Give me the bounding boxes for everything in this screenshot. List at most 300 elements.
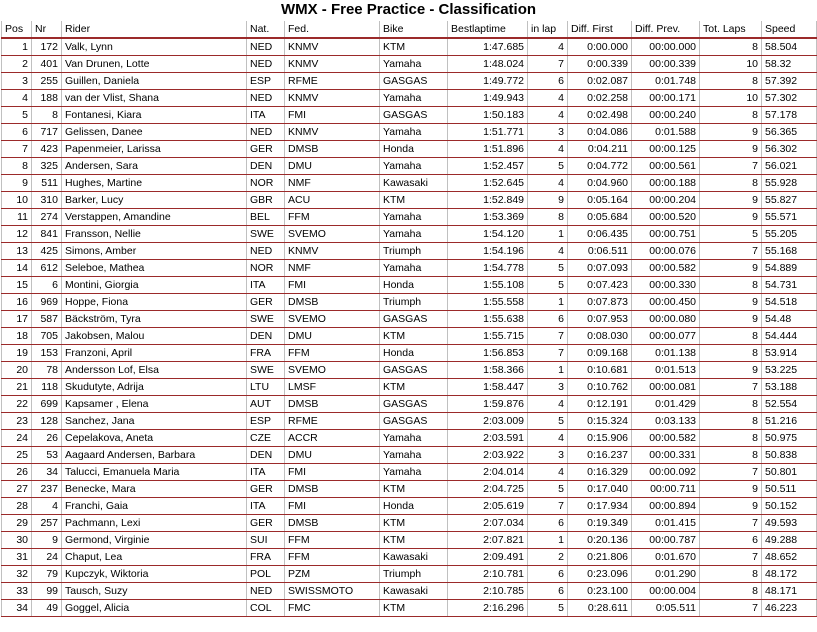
cell-tot-laps: 9 <box>700 362 762 379</box>
cell-bike: Honda <box>380 498 448 515</box>
cell-speed: 55.827 <box>762 192 817 209</box>
cell-bestlaptime: 1:51.771 <box>448 124 528 141</box>
cell-diff-prev: 0:01.290 <box>632 566 700 583</box>
cell-speed: 58.32 <box>762 56 817 73</box>
cell-speed: 50.838 <box>762 447 817 464</box>
cell-rider: Kupczyk, Wiktoria <box>62 566 247 583</box>
cell-nat: FRA <box>247 345 285 362</box>
cell-bike: KTM <box>380 379 448 396</box>
cell-bestlaptime: 1:54.196 <box>448 243 528 260</box>
cell-rider: Jakobsen, Malou <box>62 328 247 345</box>
cell-bike: GASGAS <box>380 107 448 124</box>
cell-bestlaptime: 2:05.619 <box>448 498 528 515</box>
cell-speed: 57.178 <box>762 107 817 124</box>
cell-in-lap: 5 <box>528 158 568 175</box>
table-row <box>2 413 817 430</box>
cell-rider: Papenmeier, Larissa <box>62 141 247 158</box>
cell-nr: 841 <box>32 226 62 243</box>
cell-diff-prev: 00:00.520 <box>632 209 700 226</box>
cell-fed: ACU <box>285 192 380 209</box>
cell-nat: ITA <box>247 464 285 481</box>
cell-bestlaptime: 2:07.034 <box>448 515 528 532</box>
classification-table <box>1 21 817 617</box>
cell-nat: COL <box>247 600 285 617</box>
cell-rider: Verstappen, Amandine <box>62 209 247 226</box>
table-row <box>2 226 817 243</box>
cell-pos: 33 <box>2 583 32 600</box>
cell-diff-prev: 00:00.080 <box>632 311 700 328</box>
cell-diff-first: 0:04.086 <box>568 124 632 141</box>
table-row <box>2 379 817 396</box>
cell-rider: Simons, Amber <box>62 243 247 260</box>
cell-speed: 51.216 <box>762 413 817 430</box>
cell-bike: GASGAS <box>380 73 448 90</box>
cell-speed: 55.168 <box>762 243 817 260</box>
cell-nat: CZE <box>247 430 285 447</box>
cell-fed: FMC <box>285 600 380 617</box>
cell-tot-laps: 9 <box>700 294 762 311</box>
cell-speed: 56.021 <box>762 158 817 175</box>
cell-in-lap: 3 <box>528 124 568 141</box>
cell-diff-prev: 0:01.748 <box>632 73 700 90</box>
cell-diff-first: 0:28.611 <box>568 600 632 617</box>
cell-in-lap: 5 <box>528 481 568 498</box>
cell-bike: Honda <box>380 141 448 158</box>
cell-nr: 255 <box>32 73 62 90</box>
cell-bestlaptime: 1:52.457 <box>448 158 528 175</box>
cell-tot-laps: 9 <box>700 124 762 141</box>
cell-in-lap: 6 <box>528 311 568 328</box>
table-row <box>2 396 817 413</box>
cell-fed: FMI <box>285 464 380 481</box>
cell-nr: 153 <box>32 345 62 362</box>
cell-bike: KTM <box>380 600 448 617</box>
table-row <box>2 328 817 345</box>
cell-pos: 31 <box>2 549 32 566</box>
cell-nr: 172 <box>32 38 62 56</box>
table-row <box>2 158 817 175</box>
cell-diff-first: 0:02.087 <box>568 73 632 90</box>
cell-tot-laps: 9 <box>700 260 762 277</box>
cell-rider: Franzoni, April <box>62 345 247 362</box>
cell-in-lap: 5 <box>528 277 568 294</box>
column-header-speed: Speed <box>762 21 817 38</box>
cell-tot-laps: 8 <box>700 396 762 413</box>
cell-diff-first: 0:07.953 <box>568 311 632 328</box>
cell-bestlaptime: 1:54.778 <box>448 260 528 277</box>
cell-fed: SVEMO <box>285 362 380 379</box>
cell-bike: KTM <box>380 38 448 56</box>
cell-bike: Yamaha <box>380 56 448 73</box>
cell-tot-laps: 8 <box>700 175 762 192</box>
cell-nat: NED <box>247 90 285 107</box>
cell-diff-prev: 00:00.339 <box>632 56 700 73</box>
cell-rider: Andersen, Sara <box>62 158 247 175</box>
cell-rider: Fransson, Nellie <box>62 226 247 243</box>
table-row <box>2 430 817 447</box>
cell-rider: Kapsamer , Elena <box>62 396 247 413</box>
cell-diff-prev: 0:01.138 <box>632 345 700 362</box>
cell-pos: 13 <box>2 243 32 260</box>
cell-bike: GASGAS <box>380 362 448 379</box>
cell-nat: AUT <box>247 396 285 413</box>
cell-bestlaptime: 2:16.296 <box>448 600 528 617</box>
cell-nr: 8 <box>32 107 62 124</box>
cell-diff-prev: 00:00.081 <box>632 379 700 396</box>
cell-speed: 54.518 <box>762 294 817 311</box>
cell-tot-laps: 9 <box>700 311 762 328</box>
cell-bestlaptime: 1:58.447 <box>448 379 528 396</box>
cell-bestlaptime: 1:49.943 <box>448 90 528 107</box>
cell-nat: SWE <box>247 226 285 243</box>
cell-speed: 54.444 <box>762 328 817 345</box>
cell-nat: SWE <box>247 362 285 379</box>
cell-fed: KNMV <box>285 56 380 73</box>
cell-speed: 54.731 <box>762 277 817 294</box>
cell-nr: 237 <box>32 481 62 498</box>
cell-diff-prev: 0:01.513 <box>632 362 700 379</box>
cell-diff-prev: 0:01.429 <box>632 396 700 413</box>
cell-bike: Yamaha <box>380 260 448 277</box>
cell-bestlaptime: 1:51.896 <box>448 141 528 158</box>
cell-diff-prev: 0:03.133 <box>632 413 700 430</box>
cell-bike: Kawasaki <box>380 175 448 192</box>
cell-diff-first: 0:20.136 <box>568 532 632 549</box>
cell-diff-prev: 00:00.331 <box>632 447 700 464</box>
cell-rider: Benecke, Mara <box>62 481 247 498</box>
cell-nr: 24 <box>32 549 62 566</box>
cell-rider: Skudutyte, Adrija <box>62 379 247 396</box>
cell-nr: 49 <box>32 600 62 617</box>
cell-nat: DEN <box>247 158 285 175</box>
cell-tot-laps: 7 <box>700 600 762 617</box>
cell-speed: 49.288 <box>762 532 817 549</box>
cell-in-lap: 4 <box>528 464 568 481</box>
cell-nat: POL <box>247 566 285 583</box>
cell-diff-first: 0:12.191 <box>568 396 632 413</box>
cell-rider: Talucci, Emanuela Maria <box>62 464 247 481</box>
cell-bestlaptime: 1:59.876 <box>448 396 528 413</box>
cell-fed: DMSB <box>285 294 380 311</box>
cell-fed: KNMV <box>285 38 380 56</box>
cell-diff-first: 0:23.096 <box>568 566 632 583</box>
cell-bestlaptime: 2:09.491 <box>448 549 528 566</box>
cell-bike: Kawasaki <box>380 583 448 600</box>
cell-pos: 2 <box>2 56 32 73</box>
cell-speed: 58.504 <box>762 38 817 56</box>
cell-tot-laps: 6 <box>700 532 762 549</box>
cell-speed: 53.914 <box>762 345 817 362</box>
cell-tot-laps: 7 <box>700 243 762 260</box>
cell-diff-first: 0:10.681 <box>568 362 632 379</box>
cell-diff-prev: 00:00.125 <box>632 141 700 158</box>
cell-nat: NOR <box>247 260 285 277</box>
cell-diff-prev: 00:00.450 <box>632 294 700 311</box>
cell-nr: 423 <box>32 141 62 158</box>
cell-bestlaptime: 1:50.183 <box>448 107 528 124</box>
cell-diff-first: 0:17.934 <box>568 498 632 515</box>
cell-nr: 717 <box>32 124 62 141</box>
cell-diff-prev: 00:00.240 <box>632 107 700 124</box>
cell-pos: 28 <box>2 498 32 515</box>
cell-tot-laps: 8 <box>700 430 762 447</box>
cell-bike: GASGAS <box>380 396 448 413</box>
cell-in-lap: 4 <box>528 430 568 447</box>
cell-nat: GER <box>247 141 285 158</box>
cell-fed: SVEMO <box>285 311 380 328</box>
cell-bestlaptime: 2:03.009 <box>448 413 528 430</box>
cell-tot-laps: 8 <box>700 107 762 124</box>
cell-in-lap: 1 <box>528 294 568 311</box>
cell-in-lap: 4 <box>528 243 568 260</box>
cell-tot-laps: 8 <box>700 413 762 430</box>
cell-fed: KNMV <box>285 124 380 141</box>
cell-fed: DMU <box>285 447 380 464</box>
cell-in-lap: 8 <box>528 209 568 226</box>
cell-bike: GASGAS <box>380 413 448 430</box>
cell-bike: KTM <box>380 192 448 209</box>
cell-pos: 6 <box>2 124 32 141</box>
cell-in-lap: 1 <box>528 532 568 549</box>
cell-diff-first: 0:08.030 <box>568 328 632 345</box>
cell-pos: 25 <box>2 447 32 464</box>
cell-rider: Hughes, Martine <box>62 175 247 192</box>
cell-rider: Barker, Lucy <box>62 192 247 209</box>
cell-diff-prev: 00:00.582 <box>632 260 700 277</box>
cell-pos: 12 <box>2 226 32 243</box>
cell-rider: Gelissen, Danee <box>62 124 247 141</box>
cell-bike: Yamaha <box>380 158 448 175</box>
cell-tot-laps: 10 <box>700 56 762 73</box>
cell-bestlaptime: 1:48.024 <box>448 56 528 73</box>
cell-diff-prev: 00:00.561 <box>632 158 700 175</box>
cell-nat: LTU <box>247 379 285 396</box>
cell-in-lap: 2 <box>528 549 568 566</box>
cell-diff-first: 0:23.100 <box>568 583 632 600</box>
cell-pos: 24 <box>2 430 32 447</box>
cell-fed: DMSB <box>285 481 380 498</box>
cell-pos: 1 <box>2 38 32 56</box>
cell-pos: 26 <box>2 464 32 481</box>
cell-pos: 11 <box>2 209 32 226</box>
table-row <box>2 447 817 464</box>
table-row <box>2 175 817 192</box>
cell-pos: 21 <box>2 379 32 396</box>
cell-fed: DMU <box>285 328 380 345</box>
cell-in-lap: 6 <box>528 515 568 532</box>
cell-rider: van der Vlist, Shana <box>62 90 247 107</box>
column-header-nr: Nr <box>32 21 62 38</box>
cell-diff-first: 0:19.349 <box>568 515 632 532</box>
cell-speed: 54.889 <box>762 260 817 277</box>
cell-bestlaptime: 2:03.591 <box>448 430 528 447</box>
cell-rider: Aagaard Andersen, Barbara <box>62 447 247 464</box>
table-row <box>2 260 817 277</box>
cell-diff-prev: 00:00.077 <box>632 328 700 345</box>
cell-tot-laps: 5 <box>700 226 762 243</box>
cell-speed: 49.593 <box>762 515 817 532</box>
cell-tot-laps: 9 <box>700 192 762 209</box>
cell-bike: Yamaha <box>380 209 448 226</box>
cell-bestlaptime: 1:56.853 <box>448 345 528 362</box>
cell-pos: 15 <box>2 277 32 294</box>
cell-speed: 55.205 <box>762 226 817 243</box>
cell-nr: 26 <box>32 430 62 447</box>
cell-rider: Goggel, Alicia <box>62 600 247 617</box>
cell-in-lap: 5 <box>528 413 568 430</box>
cell-bike: Yamaha <box>380 124 448 141</box>
cell-bike: Yamaha <box>380 430 448 447</box>
cell-bike: GASGAS <box>380 311 448 328</box>
cell-pos: 17 <box>2 311 32 328</box>
cell-in-lap: 4 <box>528 90 568 107</box>
cell-nr: 401 <box>32 56 62 73</box>
cell-nat: ESP <box>247 413 285 430</box>
cell-nat: NED <box>247 56 285 73</box>
cell-fed: FFM <box>285 532 380 549</box>
cell-nat: ITA <box>247 498 285 515</box>
cell-in-lap: 5 <box>528 600 568 617</box>
cell-in-lap: 5 <box>528 260 568 277</box>
cell-bike: Yamaha <box>380 464 448 481</box>
cell-speed: 50.975 <box>762 430 817 447</box>
cell-in-lap: 4 <box>528 175 568 192</box>
table-row <box>2 209 817 226</box>
cell-nat: NOR <box>247 175 285 192</box>
table-row <box>2 56 817 73</box>
cell-diff-prev: 00:00.204 <box>632 192 700 209</box>
cell-speed: 50.511 <box>762 481 817 498</box>
column-header-in-lap: in lap <box>528 21 568 38</box>
cell-rider: Guillen, Daniela <box>62 73 247 90</box>
cell-diff-prev: 00:00.092 <box>632 464 700 481</box>
cell-diff-first: 0:07.873 <box>568 294 632 311</box>
cell-nr: 188 <box>32 90 62 107</box>
cell-pos: 10 <box>2 192 32 209</box>
cell-bike: Honda <box>380 345 448 362</box>
cell-speed: 55.571 <box>762 209 817 226</box>
column-header-bestlaptime: Bestlaptime <box>448 21 528 38</box>
cell-in-lap: 6 <box>528 583 568 600</box>
cell-nr: 274 <box>32 209 62 226</box>
cell-diff-prev: 0:01.415 <box>632 515 700 532</box>
cell-rider: Cepelakova, Aneta <box>62 430 247 447</box>
cell-diff-prev: 00:00.188 <box>632 175 700 192</box>
cell-pos: 32 <box>2 566 32 583</box>
cell-nat: ESP <box>247 73 285 90</box>
cell-bike: Triumph <box>380 294 448 311</box>
cell-bike: Yamaha <box>380 90 448 107</box>
cell-nr: 79 <box>32 566 62 583</box>
cell-bike: KTM <box>380 481 448 498</box>
cell-bike: KTM <box>380 328 448 345</box>
cell-fed: FMI <box>285 498 380 515</box>
cell-bestlaptime: 1:55.558 <box>448 294 528 311</box>
cell-pos: 29 <box>2 515 32 532</box>
cell-tot-laps: 7 <box>700 549 762 566</box>
cell-bike: Yamaha <box>380 226 448 243</box>
cell-in-lap: 4 <box>528 107 568 124</box>
cell-diff-prev: 00:00.582 <box>632 430 700 447</box>
cell-diff-first: 0:05.684 <box>568 209 632 226</box>
cell-in-lap: 6 <box>528 73 568 90</box>
cell-nat: ITA <box>247 107 285 124</box>
table-row <box>2 73 817 90</box>
cell-rider: Montini, Giorgia <box>62 277 247 294</box>
cell-nat: GER <box>247 294 285 311</box>
cell-speed: 48.652 <box>762 549 817 566</box>
cell-nr: 99 <box>32 583 62 600</box>
cell-diff-prev: 0:05.511 <box>632 600 700 617</box>
cell-nr: 511 <box>32 175 62 192</box>
table-row <box>2 583 817 600</box>
table-row <box>2 566 817 583</box>
cell-nat: NED <box>247 124 285 141</box>
cell-bestlaptime: 1:53.369 <box>448 209 528 226</box>
cell-speed: 54.48 <box>762 311 817 328</box>
cell-bike: Triumph <box>380 566 448 583</box>
cell-nr: 4 <box>32 498 62 515</box>
cell-nat: DEN <box>247 328 285 345</box>
table-body <box>2 38 817 617</box>
cell-diff-prev: 00:00.711 <box>632 481 700 498</box>
cell-fed: FFM <box>285 345 380 362</box>
cell-bestlaptime: 2:03.922 <box>448 447 528 464</box>
cell-rider: Sanchez, Jana <box>62 413 247 430</box>
cell-bestlaptime: 2:10.781 <box>448 566 528 583</box>
cell-bestlaptime: 1:47.685 <box>448 38 528 56</box>
cell-bestlaptime: 2:04.014 <box>448 464 528 481</box>
cell-fed: DMSB <box>285 515 380 532</box>
table-row <box>2 124 817 141</box>
table-row <box>2 532 817 549</box>
cell-fed: KNMV <box>285 243 380 260</box>
cell-nat: GER <box>247 515 285 532</box>
cell-pos: 22 <box>2 396 32 413</box>
cell-fed: ACCR <box>285 430 380 447</box>
cell-tot-laps: 8 <box>700 345 762 362</box>
cell-nr: 34 <box>32 464 62 481</box>
cell-nat: DEN <box>247 447 285 464</box>
cell-diff-first: 0:16.329 <box>568 464 632 481</box>
cell-pos: 8 <box>2 158 32 175</box>
cell-diff-first: 0:06.511 <box>568 243 632 260</box>
table-row <box>2 311 817 328</box>
cell-bestlaptime: 1:52.849 <box>448 192 528 209</box>
cell-tot-laps: 9 <box>700 481 762 498</box>
cell-nr: 587 <box>32 311 62 328</box>
cell-pos: 16 <box>2 294 32 311</box>
cell-fed: FFM <box>285 549 380 566</box>
cell-nr: 128 <box>32 413 62 430</box>
table-row <box>2 90 817 107</box>
cell-nr: 53 <box>32 447 62 464</box>
column-header-nat: Nat. <box>247 21 285 38</box>
cell-rider: Andersson Lof, Elsa <box>62 362 247 379</box>
table-row <box>2 345 817 362</box>
cell-diff-first: 0:00.000 <box>568 38 632 56</box>
cell-diff-prev: 0:01.670 <box>632 549 700 566</box>
cell-fed: DMSB <box>285 396 380 413</box>
cell-in-lap: 7 <box>528 345 568 362</box>
cell-diff-prev: 00:00.751 <box>632 226 700 243</box>
cell-nat: GER <box>247 481 285 498</box>
cell-fed: PZM <box>285 566 380 583</box>
cell-speed: 53.225 <box>762 362 817 379</box>
cell-speed: 48.172 <box>762 566 817 583</box>
cell-fed: RFME <box>285 73 380 90</box>
column-header-tot-laps: Tot. Laps <box>700 21 762 38</box>
